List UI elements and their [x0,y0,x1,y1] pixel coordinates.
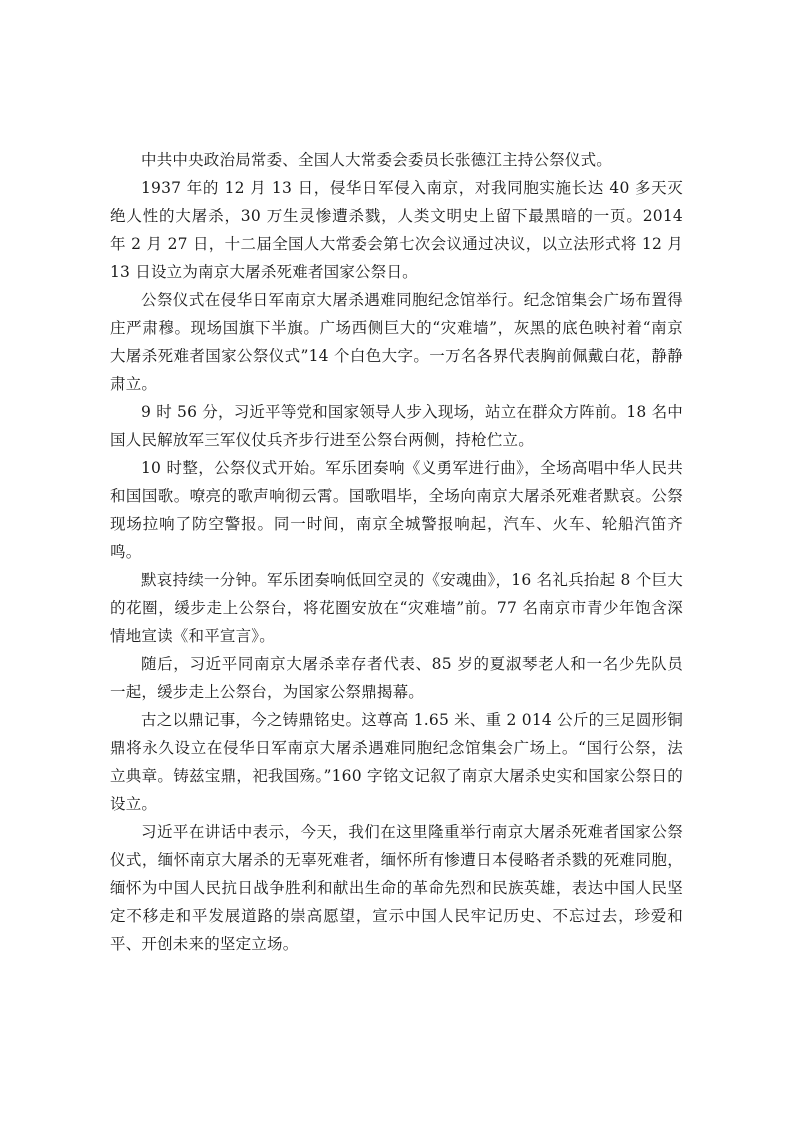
paragraph-9: 习近平在讲话中表示，今天，我们在这里隆重举行南京大屠杀死难者国家公祭仪式，缅怀南京大屠杀的无辜死难者，缅怀所有惨遭日本侵略者杀戮的死难同胞，缅怀为中国人民抗日战争胜利和献出生命的革命先烈和民族英雄，表达中国人民坚定不移走和平发展道路的崇高愿望，宣示中国人民牢记历史、不忘过去，珍爱和平、开创未来的坚定立场。 [110,823,683,953]
paragraph-1: 中共中央政治局常委、全国人大常委会委员长张德江主持公祭仪式。 [141,151,613,169]
paragraph-5: 10 时整，公祭仪式开始。军乐团奏响《义勇军进行曲》，全场高唱中华人民共和国国歌。嘹亮的歌声响彻云霄。国歌唱毕，全场向南京大屠杀死难者默哀。公祭现场拉响了防空警报。同一时间，南京全城警报响起，汽车、火车、轮船汽笛齐鸣。 [110,459,683,561]
paragraph-2: 1937 年的 12 月 13 日，侵华日军侵入南京，对我同胞实施长达 40 多天灭绝人性的大屠杀，30 万生灵惨遭杀戮，人类文明史上留下最黑暗的一页。2014 年 2 月 27 日，十二届全国人大常委会第七次会议通过决议，以立法形式将 12 月 13 日设立为南京大屠杀死难者国家公祭日。 [110,179,683,281]
paragraph-4: 9 时 56 分，习近平等党和国家领导人步入现场，站立在群众方阵前。18 名中国人民解放军三军仪仗兵齐步行进至公祭台两侧，持枪伫立。 [110,403,683,449]
paragraph-8: 古之以鼎记事，今之铸鼎铭史。这尊高 1.65 米、重 2 014 公斤的三足圆形铜鼎将永久设立在侵华日军南京大屠杀遇难同胞纪念馆集会广场上。“国行公祭，法立典章。铸兹宝鼎，祀我国殇。”160 字铭文记叙了南京大屠杀史实和国家公祭日的设立。 [110,711,683,813]
paragraph-3: 公祭仪式在侵华日军南京大屠杀遇难同胞纪念馆举行。纪念馆集会广场布置得庄严肃穆。现场国旗下半旗。广场西侧巨大的“灾难墙”，灰黑的底色映衬着“南京大屠杀死难者国家公祭仪式”14 个白色大字。一万名各界代表胸前佩戴白花，静静肃立。 [110,291,683,393]
paragraph-6: 默哀持续一分钟。军乐团奏响低回空灵的《安魂曲》，16 名礼兵抬起 8 个巨大的花圈，缓步走上公祭台，将花圈安放在“灾难墙”前。77 名南京市青少年饱含深情地宣读《和平宣言》。 [110,571,683,645]
article-body [110,146,683,958]
paragraph-7: 随后，习近平同南京大屠杀幸存者代表、85 岁的夏淑琴老人和一名少先队员一起，缓步走上公祭台，为国家公祭鼎揭幕。 [110,655,683,701]
